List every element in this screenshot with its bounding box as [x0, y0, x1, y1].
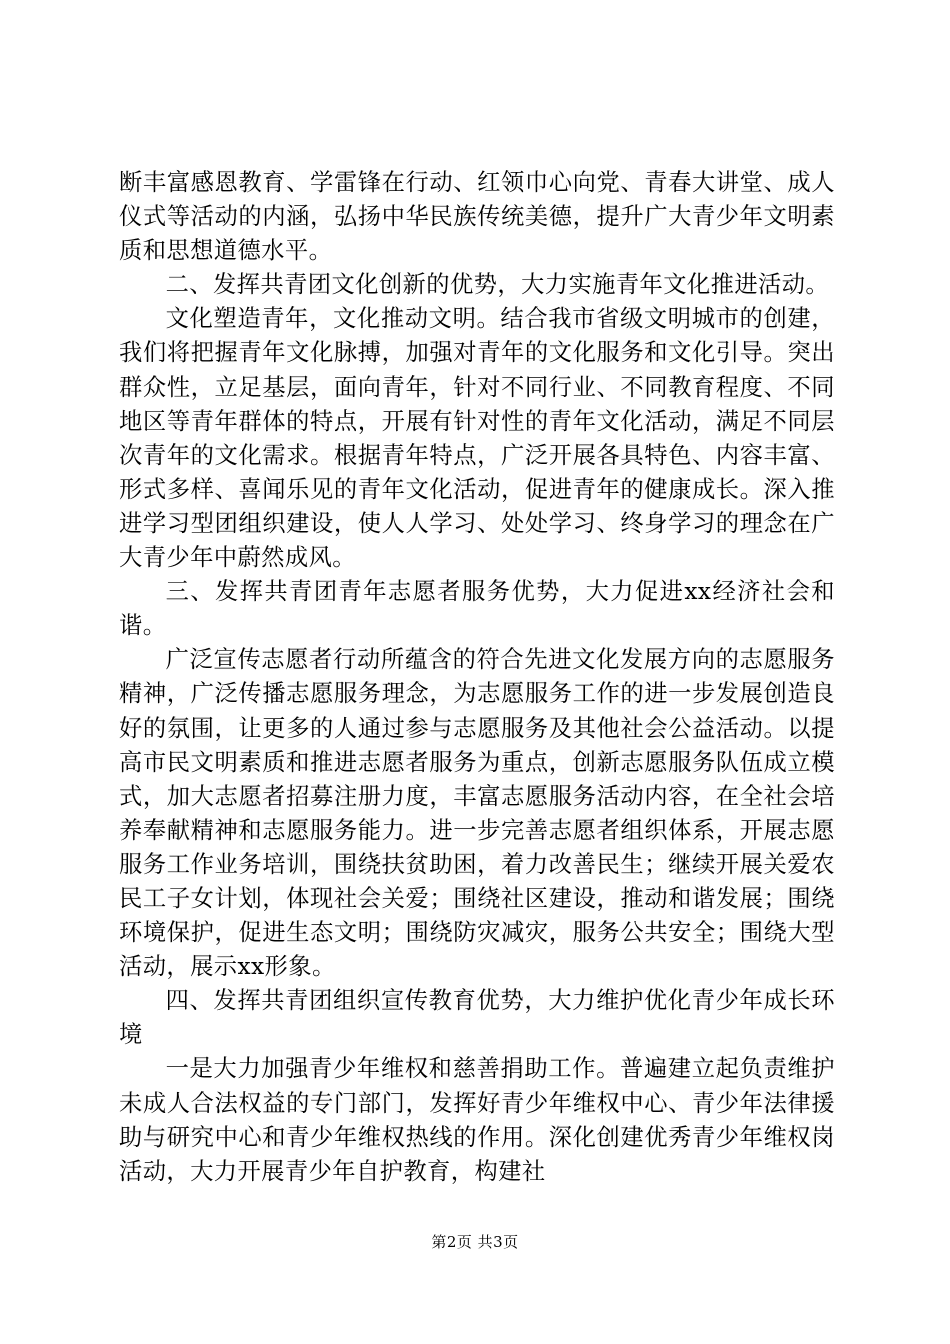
section-heading-2: 二、发挥共青团文化创新的优势，大力实施青年文化推进活动。 — [165, 271, 830, 299]
section-heading-3: 三、发挥共青团青年志愿者服务优势，大力促进xx经济社会和谐。 — [119, 578, 835, 640]
paragraph-3: 广泛宣传志愿者行动所蕴含的符合先进文化发展方向的志愿服务精神，广泛传播志愿服务理念，为志愿服务工作的进一步发展创造良好的氛围，让更多的人通过参与志愿服务及其他社会公益活动。以提高市民文明素质和推进志愿者服务为重点，创新志愿服务队伍成立模式，加大志愿者招募注册力度，丰富志愿服务活动内容，在全社会培养奉献精神和志愿服务能力。进一步完善志愿者组织体系，开展志愿服务工作业务培训，围绕扶贫助困，着力改善民生；继续开展关爱农民工子女计划，体现社会关爱；围绕社区建设，推动和谐发展；围绕环境保护，促进生态文明；围绕防灾减灾，服务公共安全；围绕大型活动，展示xx形象。 — [119, 646, 835, 981]
paragraph-2: 文化塑造青年，文化推动文明。结合我市省级文明城市的创建，我们将把握青年文化脉搏，加强对青年的文化服务和文化引导。突出群众性，立足基层，面向青年，针对不同行业、不同教育程度、不同地区等青年群体的特点，开展有针对性的青年文化活动，满足不同层次青年的文化需求。根据青年特点，广泛开展各具特色、内容丰富、形式多样、喜闻乐见的青年文化活动，促进青年的健康成长。深入推进学习型团组织建设，使人人学习、处处学习、终身学习的理念在广大青少年中蔚然成风。 — [119, 305, 835, 572]
page-footer — [0, 1232, 950, 1252]
document-body — [119, 166, 835, 1189]
page-number: 第2页 共3页 — [431, 1233, 519, 1251]
paragraph-1: 断丰富感恩教育、学雷锋在行动、红领巾心向党、青春大讲堂、成人仪式等活动的内涵，弘扬中华民族传统美德，提升广大青少年文明素质和思想道德水平。 — [119, 169, 835, 265]
paragraph-4: 一是大力加强青少年维权和慈善捐助工作。普遍建立起负责维护未成人合法权益的专门部门，发挥好青少年维权中心、青少年法律援助与研究中心和青少年维权热线的作用。深化创建优秀青少年维权岗活动，大力开展青少年自护教育，构建社 — [119, 1055, 835, 1185]
section-heading-4: 四、发挥共青团组织宣传教育优势，大力维护优化青少年成长环境 — [119, 987, 835, 1049]
